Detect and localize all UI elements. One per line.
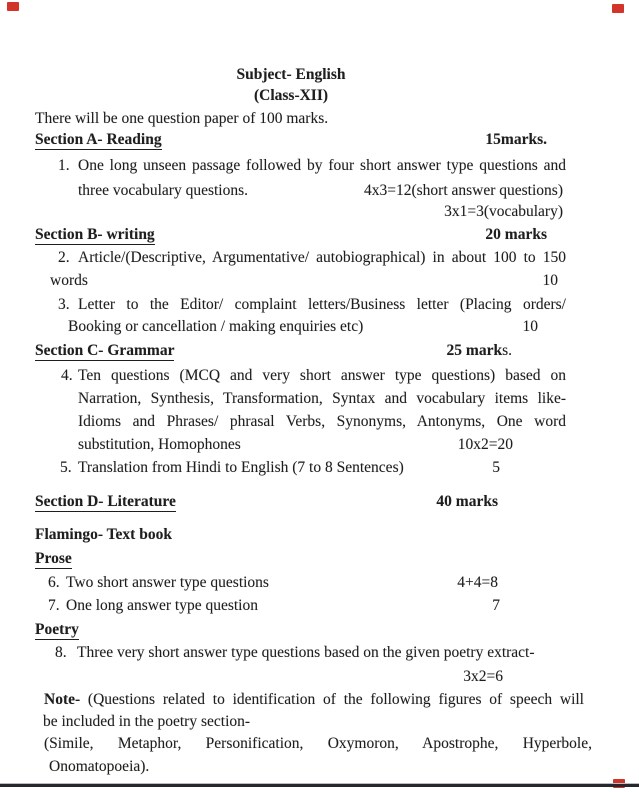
section-a-heading-text: Section A- Reading: [35, 131, 162, 148]
note-line2: be included in the poetry section-: [43, 713, 251, 730]
item4-marks: 10x2=20: [457, 436, 513, 453]
item8-marks: 3x2=6: [463, 668, 503, 685]
item7-marks: 7: [492, 597, 500, 614]
item7-line1: One long answer type question: [66, 597, 258, 614]
item2-line1: Article/(Descriptive, Argumentative/ autobiographical) in about 100 to 150: [78, 249, 566, 266]
item1-marks-vocabulary: 3x1=3(vocabulary): [444, 203, 563, 220]
note-line1: [44, 690, 584, 709]
corner-marker-top-right: [612, 4, 624, 13]
section-d-heading-text: Section D- Literature: [35, 493, 176, 510]
section-c-marks-tail: s.: [502, 342, 512, 359]
bottom-rule: [0, 784, 639, 787]
item6-line1: Two short answer type questions: [66, 574, 269, 591]
item1-line2: three vocabulary questions.: [78, 182, 249, 199]
item7-number: 7.: [48, 597, 60, 614]
note-line1-text: (Questions related to identification of the following figures of speech will: [80, 691, 584, 708]
note-line3: (Simile, Metaphor, Personification, Oxymoron, Apostrophe, Hyperbole,: [44, 735, 592, 752]
page-subtitle: (Class-XII): [253, 87, 329, 104]
poetry-heading: [35, 620, 79, 639]
section-c-marks: [447, 341, 512, 360]
item2-line2: words: [50, 272, 88, 289]
note-label: Note-: [44, 691, 81, 708]
item4-line4: substitution, Homophones: [78, 436, 241, 453]
section-c-heading: [35, 341, 174, 360]
note-line4: Onomatopoeia).: [49, 758, 150, 775]
item8-number: 8.: [55, 644, 67, 661]
intro-text: There will be one question paper of 100 marks.: [35, 110, 329, 127]
section-d-heading: [35, 492, 176, 511]
section-a-marks: 15marks.: [485, 131, 547, 148]
item3-line1: Letter to the Editor/ complaint letters/Business letter (Placing orders/: [78, 296, 566, 313]
item6-marks: 4+4=8: [457, 574, 498, 591]
item5-number: 5.: [60, 459, 72, 476]
textbook-title: Flamingo- Text book: [35, 526, 172, 543]
item4-number: 4.: [61, 367, 73, 384]
item4-line2: Narration, Synthesis, Transformation, Syntax and vocabulary items like-: [78, 390, 566, 407]
item8-line1: Three very short answer type questions based on the given poetry extract-: [77, 644, 535, 661]
section-b-heading-text: Section B- writing: [35, 226, 155, 243]
item5-marks: 5: [492, 459, 500, 476]
item5-line1: Translation from Hindi to English (7 to 8 Sentences): [78, 459, 404, 476]
item3-marks: 10: [522, 318, 538, 335]
item1-marks-short-answer: 4x3=12(short answer questions): [363, 182, 563, 199]
section-a-heading: [35, 130, 162, 149]
item1-number: 1.: [58, 157, 70, 174]
section-c-heading-text: Section C- Grammar: [35, 342, 175, 359]
item4-line3: Idioms and Phrases/ phrasal Verbs, Synonyms, Antonyms, One word: [78, 413, 566, 430]
section-c-marks-bold: 25 mark: [446, 342, 503, 359]
prose-heading-text: Prose: [35, 550, 72, 567]
item3-number: 3.: [58, 296, 70, 313]
section-b-marks: 20 marks: [485, 226, 547, 243]
item1-line1: One long unseen passage followed by four short answer type questions and: [78, 157, 566, 174]
page-title: Subject- English: [236, 66, 346, 83]
item6-number: 6.: [48, 574, 60, 591]
item2-number: 2.: [58, 249, 70, 266]
item2-marks: 10: [542, 272, 558, 289]
item3-line2: Booking or cancellation / making enquiries etc): [68, 318, 364, 335]
poetry-heading-text: Poetry: [35, 621, 79, 638]
item4-line1: Ten questions (MCQ and very short answer type questions) based on: [78, 367, 566, 384]
corner-marker-top-left: [7, 2, 19, 11]
prose-heading: [35, 549, 72, 568]
section-b-heading: [35, 225, 155, 244]
section-d-marks: 40 marks: [436, 493, 498, 510]
